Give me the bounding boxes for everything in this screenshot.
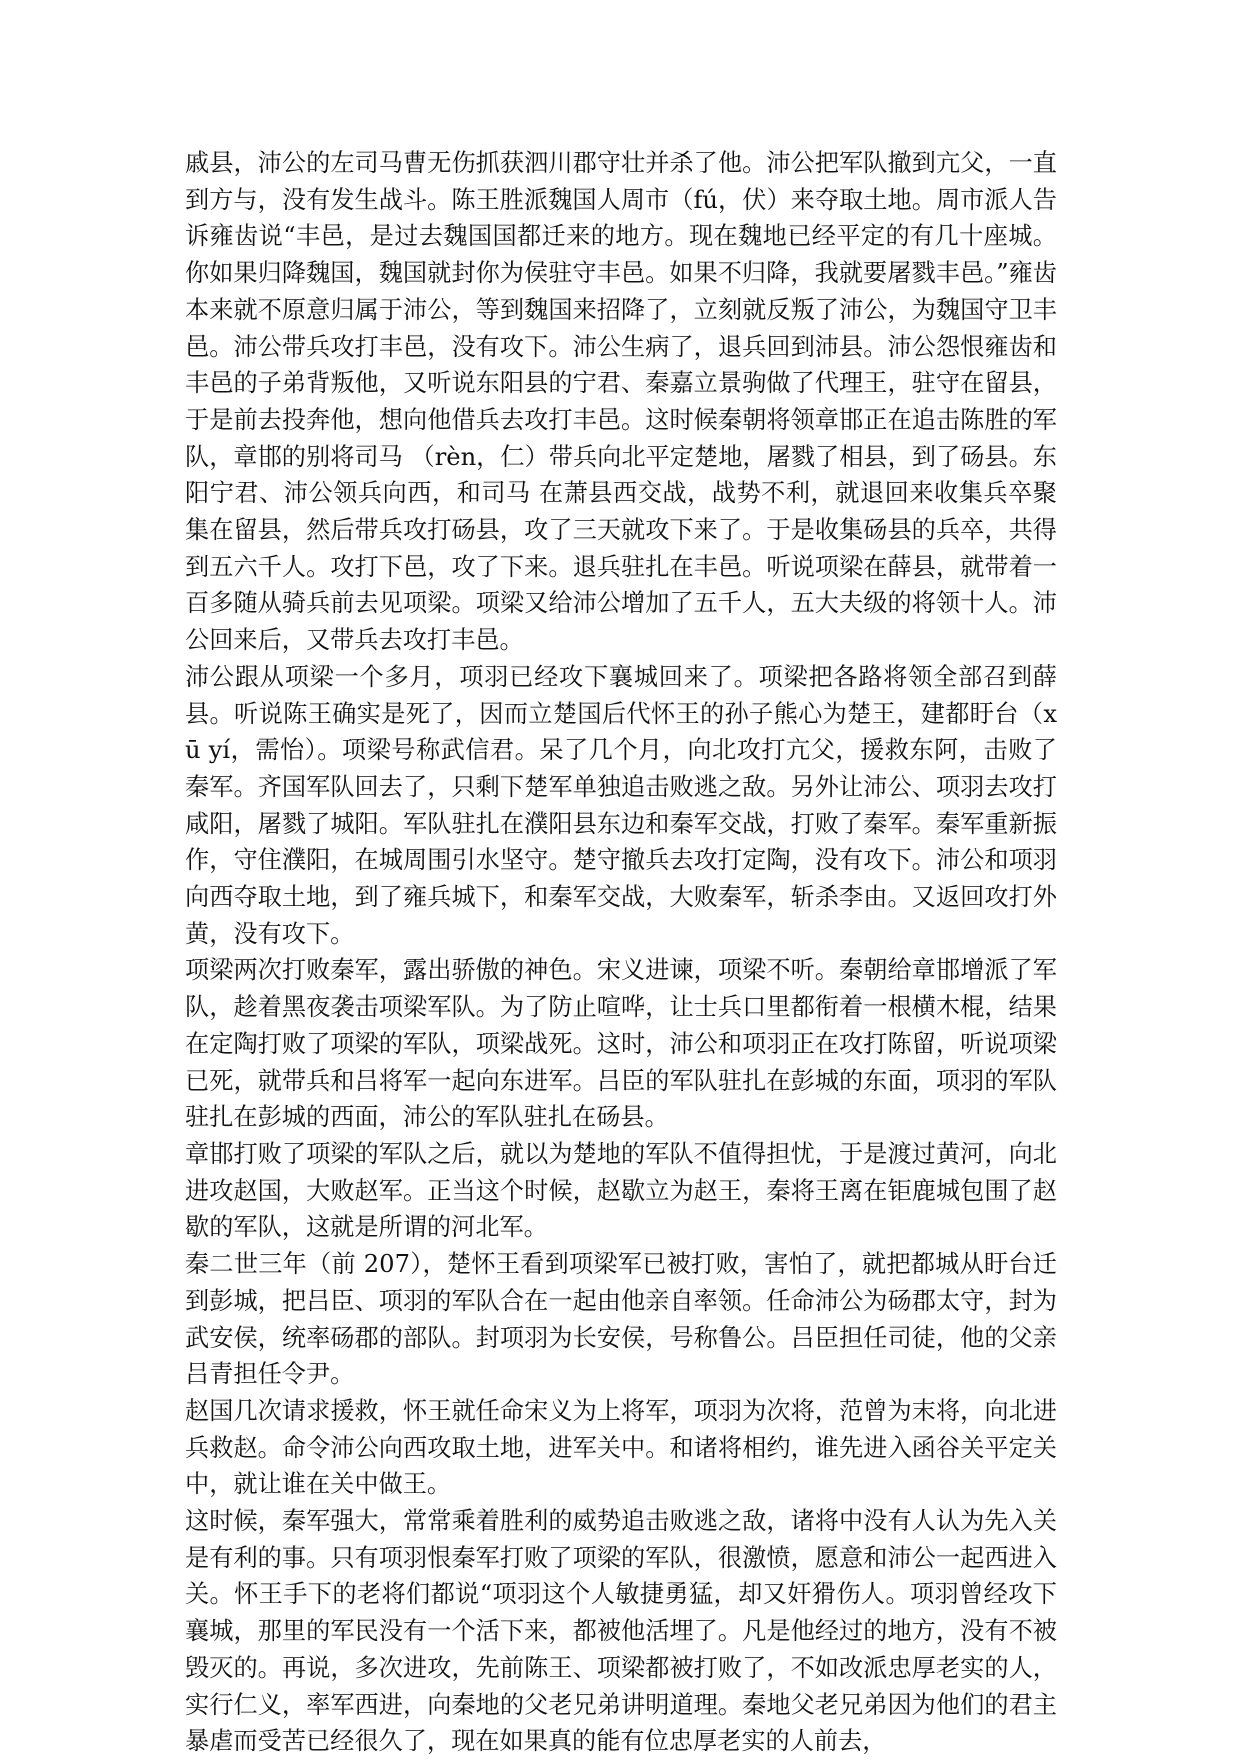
paragraph-2: 沛公跟从项梁一个多月，项羽已经攻下襄城回来了。项梁把各路将领全部召到薛县。听说陈王确实是死了，因而立楚国后代怀王的孙子熊心为楚王，建都盱台（xū yí，需怡）。项梁号称武信君。呆了几个月，向北攻打亢父，援救东阿，击败了秦军。齐国军队回去了，只剩下楚军单独追击败逃之敌。另外让沛公、项羽去攻打咸阳，屠戮了城阳。军队驻扎在濮阳县东边和秦军交战，打败了秦军。秦军重新振作，守住濮阳，在城周围引水坚守。楚守撤兵去攻打定陶，没有攻下。沛公和项羽向西夺取土地，到了雍兵城下，和秦军交战，大败秦军，斩杀李由。又返回攻打外黄，没有攻下。	[185, 662, 1057, 948]
paragraph-1: 戚县，沛公的左司马曹无伤抓获泗川郡守壮并杀了他。沛公把军队撤到亢父，一直到方与，没有发生战斗。陈王胜派魏国人周市（fú，伏）来夺取土地。周市派人告诉雍齿说“丰邑，是过去魏国国都迁来的地方。现在魏地已经平定的有几十座城。你如果归降魏国，魏国就封你为侯驻守丰邑。如果不归降，我就要屠戮丰邑。”雍齿本来就不原意归属于沛公，等到魏国来招降了，立刻就反叛了沛公，为魏国守卫丰邑。沛公带兵攻打丰邑，没有攻下。沛公生病了，退兵回到沛县。沛公怨恨雍齿和丰邑的子弟背叛他，又听说东阳县的宁君、秦嘉立景驹做了代理王，驻守在留县，于是前去投奔他，想向他借兵去攻打丰邑。这时候秦朝将领章邯正在追击陈胜的军队，章邯的别将司马 （rèn，仁）带兵向北平定楚地，屠戮了相县，到了砀县。东阳宁君、沛公领兵向西，和司马 在萧县西交战，战势不利，就退回来收集兵卒聚集在留县，然后带兵攻打砀县，攻了三天就攻下来了。于是收集砀县的兵卒，共得到五六千人。攻打下邑，攻了下来。退兵驻扎在丰邑。听说项梁在薛县，就带着一百多随从骑兵前去见项梁。项梁又给沛公增加了五千人，五大夫级的将领十人。沛公回来后，又带兵去攻打丰邑。	[185, 149, 1057, 655]
paragraph-6: 赵国几次请求援救，怀王就任命宋义为上将军，项羽为次将，范曾为末将，向北进兵救赵。命令沛公向西攻取土地，进军关中。和诸将相约，谁先进入函谷关平定关中，就让谁在关中做王。	[185, 1396, 1057, 1499]
paragraph-7: 这时候，秦军强大，常常乘着胜利的威势追击败逃之敌，诸将中没有人认为先入关是有利的事。只有项羽恨秦军打败了项梁的军队，很激愤，愿意和沛公一起西进入关。怀王手下的老将们都说“项羽这个人敏捷勇猛，却又奸猾伤人。项羽曾经攻下襄城，那里的军民没有一个活下来，都被他活埋了。凡是他经过的地方，没有不被毁灭的。再说，多次进攻，先前陈王、项梁都被打败了，不如改派忠厚老实的人，实行仁义，率军西进，向秦地的父老兄弟讲明道理。秦地父老兄弟因为他们的君主暴虐而受苦已经很久了，现在如果真的能有位忠厚老实的人前去，	[185, 1507, 1057, 1756]
paragraph-5: 秦二世三年（前 207），楚怀王看到项梁军已被打败，害怕了，就把都城从盱台迁到彭城，把吕臣、项羽的军队合在一起由他亲自率领。任命沛公为砀郡太守，封为武安侯，统率砀郡的部队。封项羽为长安侯，号称鲁公。吕臣担任司徒，他的父亲吕青担任令尹。	[185, 1250, 1057, 1389]
document-page	[185, 145, 1057, 1760]
paragraph-4: 章邯打败了项梁的军队之后，就以为楚地的军队不值得担忧，于是渡过黄河，向北进攻赵国，大败赵军。正当这个时候，赵歇立为赵王，秦将王离在钜鹿城包围了赵歇的军队，这就是所谓的河北军。	[185, 1139, 1057, 1242]
paragraph-3: 项梁两次打败秦军，露出骄傲的神色。宋义进谏，项梁不听。秦朝给章邯增派了军队，趁着黑夜袭击项梁军队。为了防止喧哗，让士兵口里都衔着一根横木棍，结果在定陶打败了项梁的军队，项梁战死。这时，沛公和项羽正在攻打陈留，听说项梁已死，就带兵和吕将军一起向东进军。吕臣的军队驻扎在彭城的东面，项羽的军队驻扎在彭城的西面，沛公的军队驻扎在砀县。	[185, 956, 1057, 1132]
